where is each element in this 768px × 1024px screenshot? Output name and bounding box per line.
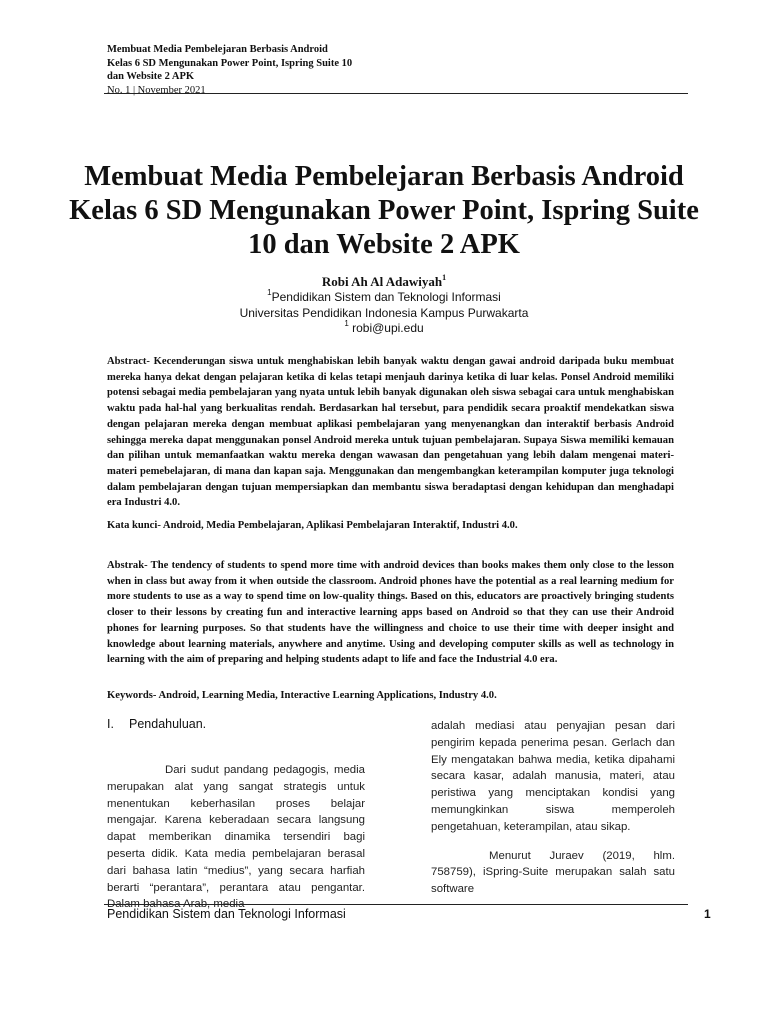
body-column-right bbox=[431, 718, 675, 898]
author-name-text: Robi Ah Al Adawiyah bbox=[321, 274, 443, 289]
university: Universitas Pendidikan Indonesia Kampus Purwakarta bbox=[239, 305, 529, 320]
keywords-indonesian: Kata kunci- Android, Media Pembelajaran, Aplikasi Pembelajaran Interaktif, Industri 4.0. bbox=[107, 520, 518, 531]
email-text: robi@upi.edu bbox=[348, 321, 424, 335]
footer-department: Pendidikan Sistem dan Teknologi Informasi bbox=[107, 907, 346, 921]
header-journal-line-1: Membuat Media Pembelejaran Berbasis Android bbox=[107, 44, 328, 55]
paper-title: Membuat Media Pembelejaran Berbasis Android Kelas 6 SD Mengunakan Power Point, Ispring Suite 10 dan Website 2 APK bbox=[69, 161, 699, 260]
affiliation-superscript: 1 bbox=[267, 288, 272, 297]
header-journal-line-3: dan Website 2 APK bbox=[107, 71, 195, 82]
page-number: 1 bbox=[704, 907, 711, 921]
author-block bbox=[60, 274, 708, 337]
author-superscript: 1 bbox=[442, 272, 447, 282]
footer-divider bbox=[104, 904, 688, 905]
author-name bbox=[60, 274, 708, 290]
header-issue: No. 1 | November 2021 bbox=[107, 84, 206, 96]
section-title: Pendahuluan. bbox=[129, 717, 207, 731]
affiliation bbox=[60, 290, 708, 306]
author-email bbox=[60, 321, 708, 337]
abstract-english: Abstrak- The tendency of students to spend more time with android devices than books makes them only close to the lesson when in class but away from it when outside the classroom. Android phones have the potential as a real learning medium for more students to use as a way to spend time on low-quality things. Based on this, educators are proactively bringing students closer to their lessons by creating fun and interactive learning apps based on Android so that they can use their Android phones for learning purposes. So that students have the willingness and choice to use their time with deeper insight and knowledge about learning materials, anywhere and anytime. Using and developing computer skills as well as technology in learning with the aim of preparing and helping students adapt to life and face the Industrial 4.0 era. bbox=[107, 560, 674, 666]
section-number: I. bbox=[107, 717, 114, 731]
header-divider bbox=[104, 93, 688, 94]
abstract-indonesian: Abstract- Kecenderungan siswa untuk menghabiskan lebih banyak waktu dengan gawai android daripada buku membuat mereka hanya dekat dengan pelajaran ketika di kelas tetapi menjauh darinya ketika di luar kelas. Ponsel Android memiliki potensi sebagai media pembelajaran yang nyata untuk lebih banyak digunakan oleh siswa sebagai cara untuk menghabiskan waktu pada hal-hal yang berkualitas rendah. Berdasarkan hal tersebut, para pendidik secara proaktif mendekatkan siswa dengan pelajaran mereka dengan membuat aplikasi pembelajaran yang menyenangkan dan interaktif berbasis Android sehingga mereka dapat menggunakan ponsel Android mereka untuk tujuan pembelajaran. Supaya Siswa memiliki kemauan dan pilihan untuk memanfaatkan waktu mereka dengan wawasan dan pengetahuan yang lebih dalam mengenai materi-materi pemebelajaran, di mana dan kapan saja. Menggunakan dan mengembangkan keterampilan komputer juga teknologi dalam pembelajaran dengan tujuan mempersiapkan dan membantu siswa beradaptasi dengan kehidupan dan menghadapi era Industri 4.0. bbox=[107, 356, 674, 509]
email-superscript: 1 bbox=[344, 319, 349, 328]
body-paragraph: adalah mediasi atau penyajian pesan dari pengirim kepada penerima pesan. Gerlach dan Ely mengatakan bahwa media, ketika dipahami secara kasar, adalah manusia, materi, atau peristiwa yang menciptakan kondisi yang memungkinkan siswa memperoleh pengetahuan, keterampilan, atau sikap. bbox=[431, 720, 675, 833]
section-heading bbox=[107, 716, 365, 732]
running-header bbox=[107, 43, 427, 97]
header-journal-line-2: Kelas 6 SD Mengunakan Power Point, Ispring Suite 10 bbox=[107, 57, 353, 69]
body-paragraph: Dari sudut pandang pedagogis, media merupakan alat yang sangat strategis untuk menentukan keberhasilan proses belajar mengajar. Karena keberadaan secara langsung dapat memberikan dinamika tersendiri bagi peserta didik. Kata media pembelajaran berasal dari bahasa latin “medius”, yang secara harfiah berarti “perantara”, perantara atau pengantar. Dalam bahasa Arab, media bbox=[107, 764, 365, 911]
body-paragraph: Menurut Juraev (2019, hlm. 758759), iSpring-Suite merupakan salah satu software bbox=[431, 849, 675, 896]
keywords-english: Keywords- Android, Learning Media, Interactive Learning Applications, Industry 4.0. bbox=[107, 690, 497, 701]
body-column-left bbox=[107, 716, 365, 913]
affiliation-text: Pendidikan Sistem dan Teknologi Informasi bbox=[271, 290, 501, 304]
